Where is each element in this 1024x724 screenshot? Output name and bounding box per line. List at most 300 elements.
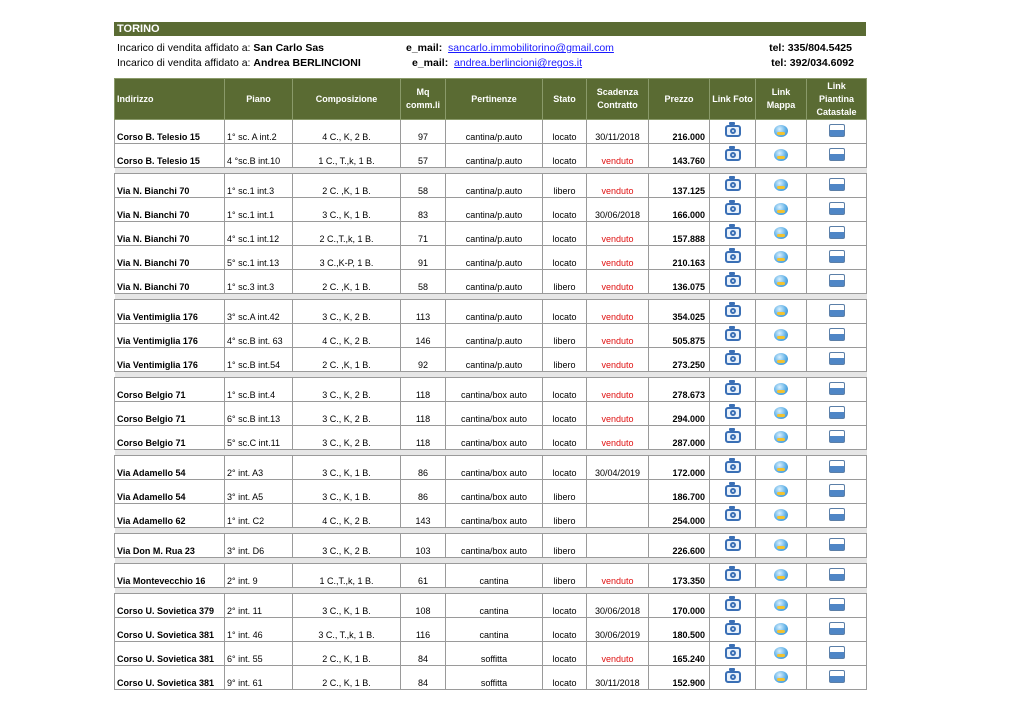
cell-mq: 118 bbox=[401, 426, 446, 450]
cell-link-piantina[interactable] bbox=[807, 426, 867, 450]
floorplan-document-icon[interactable] bbox=[829, 670, 845, 683]
cell-scadenza: venduto bbox=[587, 270, 649, 294]
table-row bbox=[115, 270, 867, 294]
cell-link-foto[interactable] bbox=[710, 270, 756, 294]
camera-icon[interactable] bbox=[725, 251, 741, 263]
cell-piano: 1° sc.1 int.3 bbox=[225, 174, 293, 198]
cell-link-mappa[interactable] bbox=[756, 174, 807, 198]
cell-mq: 84 bbox=[401, 666, 446, 690]
cell-composizione: 1 C., T.,k, 1 B. bbox=[293, 144, 401, 168]
cell-piano: 3° int. D6 bbox=[225, 534, 293, 558]
agency-label-2: Incarico di vendita affidato a: bbox=[117, 57, 251, 69]
cell-link-mappa[interactable] bbox=[756, 120, 807, 144]
cell-link-foto[interactable] bbox=[710, 594, 756, 618]
cell-link-piantina[interactable] bbox=[807, 594, 867, 618]
globe-map-icon[interactable] bbox=[774, 431, 788, 443]
table-row bbox=[115, 504, 867, 528]
cell-stato: locato bbox=[543, 144, 587, 168]
floorplan-document-icon[interactable] bbox=[829, 646, 845, 659]
globe-map-icon[interactable] bbox=[774, 179, 788, 191]
cell-piano: 1° sc.1 int.1 bbox=[225, 198, 293, 222]
floorplan-document-icon[interactable] bbox=[829, 328, 845, 341]
cell-link-piantina[interactable] bbox=[807, 348, 867, 372]
cell-mq: 143 bbox=[401, 504, 446, 528]
globe-map-icon[interactable] bbox=[774, 275, 788, 287]
cell-pertinenze: cantina/p.auto bbox=[446, 222, 543, 246]
cell-piano: 4 °sc.B int.10 bbox=[225, 144, 293, 168]
floorplan-document-icon[interactable] bbox=[829, 598, 845, 611]
cell-link-foto[interactable] bbox=[710, 504, 756, 528]
cell-composizione: 2 C., K, 1 B. bbox=[293, 666, 401, 690]
cell-pertinenze: cantina/p.auto bbox=[446, 198, 543, 222]
cell-stato: libero bbox=[543, 564, 587, 588]
cell-prezzo: 173.350 bbox=[649, 564, 710, 588]
globe-map-icon[interactable] bbox=[774, 353, 788, 365]
floorplan-document-icon[interactable] bbox=[829, 178, 845, 191]
table-row bbox=[115, 666, 867, 690]
cell-pertinenze: cantina/p.auto bbox=[446, 324, 543, 348]
cell-link-piantina[interactable] bbox=[807, 324, 867, 348]
cell-scadenza: venduto bbox=[587, 402, 649, 426]
cell-link-piantina[interactable] bbox=[807, 402, 867, 426]
cell-composizione: 3 C., K, 1 B. bbox=[293, 198, 401, 222]
globe-map-icon[interactable] bbox=[774, 305, 788, 317]
camera-icon[interactable] bbox=[725, 227, 741, 239]
header-row bbox=[115, 79, 867, 120]
cell-scadenza: venduto bbox=[587, 564, 649, 588]
table-row bbox=[115, 300, 867, 324]
floorplan-document-icon[interactable] bbox=[829, 568, 845, 581]
cell-link-foto[interactable] bbox=[710, 456, 756, 480]
cell-link-piantina[interactable] bbox=[807, 618, 867, 642]
globe-map-icon[interactable] bbox=[774, 329, 788, 341]
cell-link-mappa[interactable] bbox=[756, 246, 807, 270]
cell-link-mappa[interactable] bbox=[756, 594, 807, 618]
cell-scadenza: 30/11/2018 bbox=[587, 120, 649, 144]
globe-map-icon[interactable] bbox=[774, 407, 788, 419]
cell-indirizzo: Via N. Bianchi 70 bbox=[115, 174, 225, 198]
globe-map-icon[interactable] bbox=[774, 149, 788, 161]
cell-link-piantina[interactable] bbox=[807, 246, 867, 270]
camera-icon[interactable] bbox=[725, 539, 741, 551]
cell-mq: 91 bbox=[401, 246, 446, 270]
cell-composizione: 3 C., K, 1 B. bbox=[293, 456, 401, 480]
agency-line-1 bbox=[117, 42, 324, 54]
floorplan-document-icon[interactable] bbox=[829, 460, 845, 473]
cell-pertinenze: soffitta bbox=[446, 642, 543, 666]
cell-link-foto[interactable] bbox=[710, 618, 756, 642]
floorplan-document-icon[interactable] bbox=[829, 202, 845, 215]
tel-2: tel: 392/034.6092 bbox=[771, 57, 854, 69]
email-link-1[interactable]: sancarlo.immobilitorino@gmail.com bbox=[448, 42, 614, 54]
cell-stato: libero bbox=[543, 480, 587, 504]
cell-pertinenze: cantina/box auto bbox=[446, 426, 543, 450]
camera-icon[interactable] bbox=[725, 569, 741, 581]
cell-link-piantina[interactable] bbox=[807, 270, 867, 294]
cell-piano: 9° int. 61 bbox=[225, 666, 293, 690]
cell-indirizzo: Via Montevecchio 16 bbox=[115, 564, 225, 588]
cell-link-foto[interactable] bbox=[710, 120, 756, 144]
cell-composizione: 4 C., K, 2 B. bbox=[293, 324, 401, 348]
cell-pertinenze: cantina/p.auto bbox=[446, 144, 543, 168]
cell-link-piantina[interactable] bbox=[807, 504, 867, 528]
cell-link-piantina[interactable] bbox=[807, 564, 867, 588]
cell-composizione: 2 C. ,K, 1 B. bbox=[293, 270, 401, 294]
camera-icon[interactable] bbox=[725, 485, 741, 497]
cell-link-mappa[interactable] bbox=[756, 534, 807, 558]
cell-link-foto[interactable] bbox=[710, 324, 756, 348]
cell-prezzo: 354.025 bbox=[649, 300, 710, 324]
cell-prezzo: 278.673 bbox=[649, 378, 710, 402]
cell-piano: 1° sc.B int.4 bbox=[225, 378, 293, 402]
floorplan-document-icon[interactable] bbox=[829, 484, 845, 497]
cell-link-foto[interactable] bbox=[710, 348, 756, 372]
cell-link-mappa[interactable] bbox=[756, 270, 807, 294]
cell-scadenza: venduto bbox=[587, 348, 649, 372]
cell-mq: 58 bbox=[401, 174, 446, 198]
cell-indirizzo: Corso B. Telesio 15 bbox=[115, 144, 225, 168]
table-row bbox=[115, 174, 867, 198]
cell-stato: locato bbox=[543, 246, 587, 270]
cell-link-piantina[interactable] bbox=[807, 198, 867, 222]
cell-piano: 2° int. 11 bbox=[225, 594, 293, 618]
globe-map-icon[interactable] bbox=[774, 485, 788, 497]
camera-icon[interactable] bbox=[725, 461, 741, 473]
cell-scadenza: 30/06/2018 bbox=[587, 594, 649, 618]
table-row bbox=[115, 642, 867, 666]
cell-link-foto[interactable] bbox=[710, 642, 756, 666]
cell-link-mappa[interactable] bbox=[756, 480, 807, 504]
table-row bbox=[115, 480, 867, 504]
cell-scadenza: venduto bbox=[587, 378, 649, 402]
cell-link-piantina[interactable] bbox=[807, 480, 867, 504]
cell-pertinenze: soffitta bbox=[446, 666, 543, 690]
globe-map-icon[interactable] bbox=[774, 203, 788, 215]
floorplan-document-icon[interactable] bbox=[829, 622, 845, 635]
camera-icon[interactable] bbox=[725, 407, 741, 419]
cell-link-piantina[interactable] bbox=[807, 144, 867, 168]
cell-prezzo: 143.760 bbox=[649, 144, 710, 168]
floorplan-document-icon[interactable] bbox=[829, 382, 845, 395]
cell-link-mappa[interactable] bbox=[756, 324, 807, 348]
cell-link-mappa[interactable] bbox=[756, 222, 807, 246]
floorplan-document-icon[interactable] bbox=[829, 406, 845, 419]
cell-piano: 4° sc.B int. 63 bbox=[225, 324, 293, 348]
cell-link-piantina[interactable] bbox=[807, 642, 867, 666]
cell-link-mappa[interactable] bbox=[756, 504, 807, 528]
globe-map-icon[interactable] bbox=[774, 599, 788, 611]
cell-prezzo: 136.075 bbox=[649, 270, 710, 294]
cell-composizione: 3 C., K, 1 B. bbox=[293, 480, 401, 504]
cell-mq: 84 bbox=[401, 642, 446, 666]
email-label-1: e_mail: bbox=[406, 42, 443, 54]
cell-piano: 5° sc.C int.11 bbox=[225, 426, 293, 450]
globe-map-icon[interactable] bbox=[774, 509, 788, 521]
cell-link-foto[interactable] bbox=[710, 198, 756, 222]
cell-link-mappa[interactable] bbox=[756, 144, 807, 168]
cell-mq: 61 bbox=[401, 564, 446, 588]
cell-scadenza: 30/04/2019 bbox=[587, 456, 649, 480]
camera-icon[interactable] bbox=[725, 431, 741, 443]
tel-1: tel: 335/804.5425 bbox=[769, 42, 852, 54]
cell-link-foto[interactable] bbox=[710, 402, 756, 426]
cell-link-mappa[interactable] bbox=[756, 564, 807, 588]
cell-mq: 86 bbox=[401, 456, 446, 480]
cell-piano: 1° int. C2 bbox=[225, 504, 293, 528]
cell-piano: 2° int. 9 bbox=[225, 564, 293, 588]
floorplan-document-icon[interactable] bbox=[829, 538, 845, 551]
cell-link-piantina[interactable] bbox=[807, 222, 867, 246]
floorplan-document-icon[interactable] bbox=[829, 430, 845, 443]
cell-link-foto[interactable] bbox=[710, 480, 756, 504]
cell-composizione: 3 C.,K-P, 1 B. bbox=[293, 246, 401, 270]
cell-mq: 58 bbox=[401, 270, 446, 294]
camera-icon[interactable] bbox=[725, 383, 741, 395]
globe-map-icon[interactable] bbox=[774, 671, 788, 683]
camera-icon[interactable] bbox=[725, 149, 741, 161]
cell-link-foto[interactable] bbox=[710, 564, 756, 588]
cell-mq: 71 bbox=[401, 222, 446, 246]
cell-mq: 83 bbox=[401, 198, 446, 222]
cell-scadenza: venduto bbox=[587, 174, 649, 198]
cell-link-foto[interactable] bbox=[710, 222, 756, 246]
cell-link-piantina[interactable] bbox=[807, 174, 867, 198]
camera-icon[interactable] bbox=[725, 203, 741, 215]
cell-piano: 6° sc.B int.13 bbox=[225, 402, 293, 426]
cell-composizione: 3 C., K, 2 B. bbox=[293, 426, 401, 450]
cell-link-piantina[interactable] bbox=[807, 534, 867, 558]
cell-indirizzo: Corso U. Sovietica 379 bbox=[115, 594, 225, 618]
globe-map-icon[interactable] bbox=[774, 383, 788, 395]
cell-piano: 2° int. A3 bbox=[225, 456, 293, 480]
cell-piano: 3° int. A5 bbox=[225, 480, 293, 504]
cell-composizione: 2 C. ,K, 1 B. bbox=[293, 348, 401, 372]
table-row bbox=[115, 534, 867, 558]
cell-scadenza: venduto bbox=[587, 642, 649, 666]
cell-piano: 1° sc.3 int.3 bbox=[225, 270, 293, 294]
camera-icon[interactable] bbox=[725, 599, 741, 611]
col-link-piantina: Link Piantina Catastale bbox=[807, 79, 867, 120]
cell-stato: locato bbox=[543, 402, 587, 426]
cell-indirizzo: Corso Belgio 71 bbox=[115, 402, 225, 426]
cell-indirizzo: Corso Belgio 71 bbox=[115, 378, 225, 402]
globe-map-icon[interactable] bbox=[774, 125, 788, 137]
cell-stato: libero bbox=[543, 504, 587, 528]
email-link-2[interactable]: andrea.berlincioni@regos.it bbox=[454, 57, 583, 69]
cell-prezzo: 294.000 bbox=[649, 402, 710, 426]
cell-link-mappa[interactable] bbox=[756, 198, 807, 222]
floorplan-document-icon[interactable] bbox=[829, 148, 845, 161]
table-row bbox=[115, 222, 867, 246]
cell-link-mappa[interactable] bbox=[756, 618, 807, 642]
cell-mq: 86 bbox=[401, 480, 446, 504]
cell-scadenza: 30/06/2019 bbox=[587, 618, 649, 642]
cell-link-piantina[interactable] bbox=[807, 378, 867, 402]
cell-stato: locato bbox=[543, 198, 587, 222]
cell-composizione: 3 C., K, 2 B. bbox=[293, 534, 401, 558]
cell-link-foto[interactable] bbox=[710, 534, 756, 558]
cell-prezzo: 216.000 bbox=[649, 120, 710, 144]
agency-line-2 bbox=[117, 57, 361, 69]
cell-prezzo: 287.000 bbox=[649, 426, 710, 450]
cell-mq: 108 bbox=[401, 594, 446, 618]
cell-stato: locato bbox=[543, 642, 587, 666]
cell-stato: libero bbox=[543, 348, 587, 372]
cell-link-mappa[interactable] bbox=[756, 456, 807, 480]
cell-mq: 146 bbox=[401, 324, 446, 348]
camera-icon[interactable] bbox=[725, 179, 741, 191]
cell-pertinenze: cantina/p.auto bbox=[446, 270, 543, 294]
cell-pertinenze: cantina/p.auto bbox=[446, 246, 543, 270]
cell-mq: 57 bbox=[401, 144, 446, 168]
email-line-2 bbox=[412, 57, 582, 69]
globe-map-icon[interactable] bbox=[774, 569, 788, 581]
cell-link-foto[interactable] bbox=[710, 174, 756, 198]
table-row bbox=[115, 198, 867, 222]
cell-prezzo: 137.125 bbox=[649, 174, 710, 198]
globe-map-icon[interactable] bbox=[774, 647, 788, 659]
cell-piano: 5° sc.1 int.13 bbox=[225, 246, 293, 270]
cell-pertinenze: cantina/box auto bbox=[446, 504, 543, 528]
cell-composizione: 4 C., K, 2 B. bbox=[293, 504, 401, 528]
table-row bbox=[115, 618, 867, 642]
cell-pertinenze: cantina/p.auto bbox=[446, 120, 543, 144]
cell-indirizzo: Via Ventimiglia 176 bbox=[115, 324, 225, 348]
cell-stato: locato bbox=[543, 666, 587, 690]
cell-link-foto[interactable] bbox=[710, 144, 756, 168]
camera-icon[interactable] bbox=[725, 125, 741, 137]
table-row bbox=[115, 594, 867, 618]
globe-map-icon[interactable] bbox=[774, 227, 788, 239]
camera-icon[interactable] bbox=[725, 275, 741, 287]
cell-stato: locato bbox=[543, 120, 587, 144]
cell-link-foto[interactable] bbox=[710, 378, 756, 402]
floorplan-document-icon[interactable] bbox=[829, 274, 845, 287]
camera-icon[interactable] bbox=[725, 671, 741, 683]
col-link-foto: Link Foto bbox=[710, 79, 756, 120]
cell-indirizzo: Via N. Bianchi 70 bbox=[115, 222, 225, 246]
cell-scadenza: 30/06/2018 bbox=[587, 198, 649, 222]
cell-link-foto[interactable] bbox=[710, 426, 756, 450]
globe-map-icon[interactable] bbox=[774, 461, 788, 473]
agency-label-1: Incarico di vendita affidato a: bbox=[117, 42, 251, 54]
cell-link-mappa[interactable] bbox=[756, 378, 807, 402]
cell-indirizzo: Via Don M. Rua 23 bbox=[115, 534, 225, 558]
camera-icon[interactable] bbox=[725, 353, 741, 365]
cell-piano: 6° int. 55 bbox=[225, 642, 293, 666]
cell-link-mappa[interactable] bbox=[756, 402, 807, 426]
table-row bbox=[115, 378, 867, 402]
cell-prezzo: 152.900 bbox=[649, 666, 710, 690]
col-pertinenze: Pertinenze bbox=[446, 79, 543, 120]
col-stato: Stato bbox=[543, 79, 587, 120]
cell-link-mappa[interactable] bbox=[756, 426, 807, 450]
cell-mq: 97 bbox=[401, 120, 446, 144]
cell-link-foto[interactable] bbox=[710, 300, 756, 324]
floorplan-document-icon[interactable] bbox=[829, 124, 845, 137]
cell-stato: locato bbox=[543, 378, 587, 402]
floorplan-document-icon[interactable] bbox=[829, 352, 845, 365]
cell-prezzo: 226.600 bbox=[649, 534, 710, 558]
globe-map-icon[interactable] bbox=[774, 539, 788, 551]
cell-mq: 113 bbox=[401, 300, 446, 324]
cell-link-mappa[interactable] bbox=[756, 300, 807, 324]
cell-scadenza bbox=[587, 480, 649, 504]
cell-mq: 92 bbox=[401, 348, 446, 372]
table-row bbox=[115, 564, 867, 588]
cell-indirizzo: Corso U. Sovietica 381 bbox=[115, 642, 225, 666]
cell-link-piantina[interactable] bbox=[807, 456, 867, 480]
camera-icon[interactable] bbox=[725, 623, 741, 635]
cell-composizione: 3 C., K, 2 B. bbox=[293, 402, 401, 426]
cell-prezzo: 186.700 bbox=[649, 480, 710, 504]
table-row bbox=[115, 456, 867, 480]
cell-link-piantina[interactable] bbox=[807, 120, 867, 144]
city-title: TORINO bbox=[114, 22, 866, 36]
cell-mq: 116 bbox=[401, 618, 446, 642]
globe-map-icon[interactable] bbox=[774, 623, 788, 635]
agency-name-2: Andrea BERLINCIONI bbox=[253, 57, 361, 69]
cell-stato: libero bbox=[543, 174, 587, 198]
cell-link-mappa[interactable] bbox=[756, 666, 807, 690]
cell-pertinenze: cantina/box auto bbox=[446, 378, 543, 402]
cell-scadenza: venduto bbox=[587, 144, 649, 168]
cell-prezzo: 157.888 bbox=[649, 222, 710, 246]
cell-composizione: 3 C., T.,k, 1 B. bbox=[293, 618, 401, 642]
cell-mq: 118 bbox=[401, 378, 446, 402]
cell-scadenza bbox=[587, 534, 649, 558]
camera-icon[interactable] bbox=[725, 647, 741, 659]
cell-scadenza: venduto bbox=[587, 426, 649, 450]
col-composizione: Composizione bbox=[293, 79, 401, 120]
cell-indirizzo: Via Ventimiglia 176 bbox=[115, 348, 225, 372]
globe-map-icon[interactable] bbox=[774, 251, 788, 263]
camera-icon[interactable] bbox=[725, 305, 741, 317]
cell-prezzo: 180.500 bbox=[649, 618, 710, 642]
cell-indirizzo: Via N. Bianchi 70 bbox=[115, 246, 225, 270]
cell-composizione: 1 C.,T.,k, 1 B. bbox=[293, 564, 401, 588]
cell-link-piantina[interactable] bbox=[807, 666, 867, 690]
cell-link-mappa[interactable] bbox=[756, 348, 807, 372]
col-link-mappa: Link Mappa bbox=[756, 79, 807, 120]
cell-scadenza: venduto bbox=[587, 222, 649, 246]
floorplan-document-icon[interactable] bbox=[829, 304, 845, 317]
cell-composizione: 3 C., K, 2 B. bbox=[293, 300, 401, 324]
floorplan-document-icon[interactable] bbox=[829, 250, 845, 263]
cell-link-foto[interactable] bbox=[710, 666, 756, 690]
cell-link-mappa[interactable] bbox=[756, 642, 807, 666]
email-line-1 bbox=[406, 42, 614, 54]
cell-link-foto[interactable] bbox=[710, 246, 756, 270]
cell-scadenza: venduto bbox=[587, 324, 649, 348]
table-row bbox=[115, 120, 867, 144]
cell-composizione: 4 C., K, 2 B. bbox=[293, 120, 401, 144]
floorplan-document-icon[interactable] bbox=[829, 226, 845, 239]
cell-pertinenze: cantina/p.auto bbox=[446, 348, 543, 372]
cell-indirizzo: Via N. Bianchi 70 bbox=[115, 198, 225, 222]
cell-piano: 1° sc.B int.54 bbox=[225, 348, 293, 372]
cell-piano: 1° sc. A int.2 bbox=[225, 120, 293, 144]
table-row bbox=[115, 348, 867, 372]
email-label-2: e_mail: bbox=[412, 57, 449, 69]
cell-prezzo: 166.000 bbox=[649, 198, 710, 222]
camera-icon[interactable] bbox=[725, 329, 741, 341]
camera-icon[interactable] bbox=[725, 509, 741, 521]
cell-composizione: 2 C., K, 1 B. bbox=[293, 642, 401, 666]
cell-indirizzo: Via N. Bianchi 70 bbox=[115, 270, 225, 294]
floorplan-document-icon[interactable] bbox=[829, 508, 845, 521]
cell-link-piantina[interactable] bbox=[807, 300, 867, 324]
